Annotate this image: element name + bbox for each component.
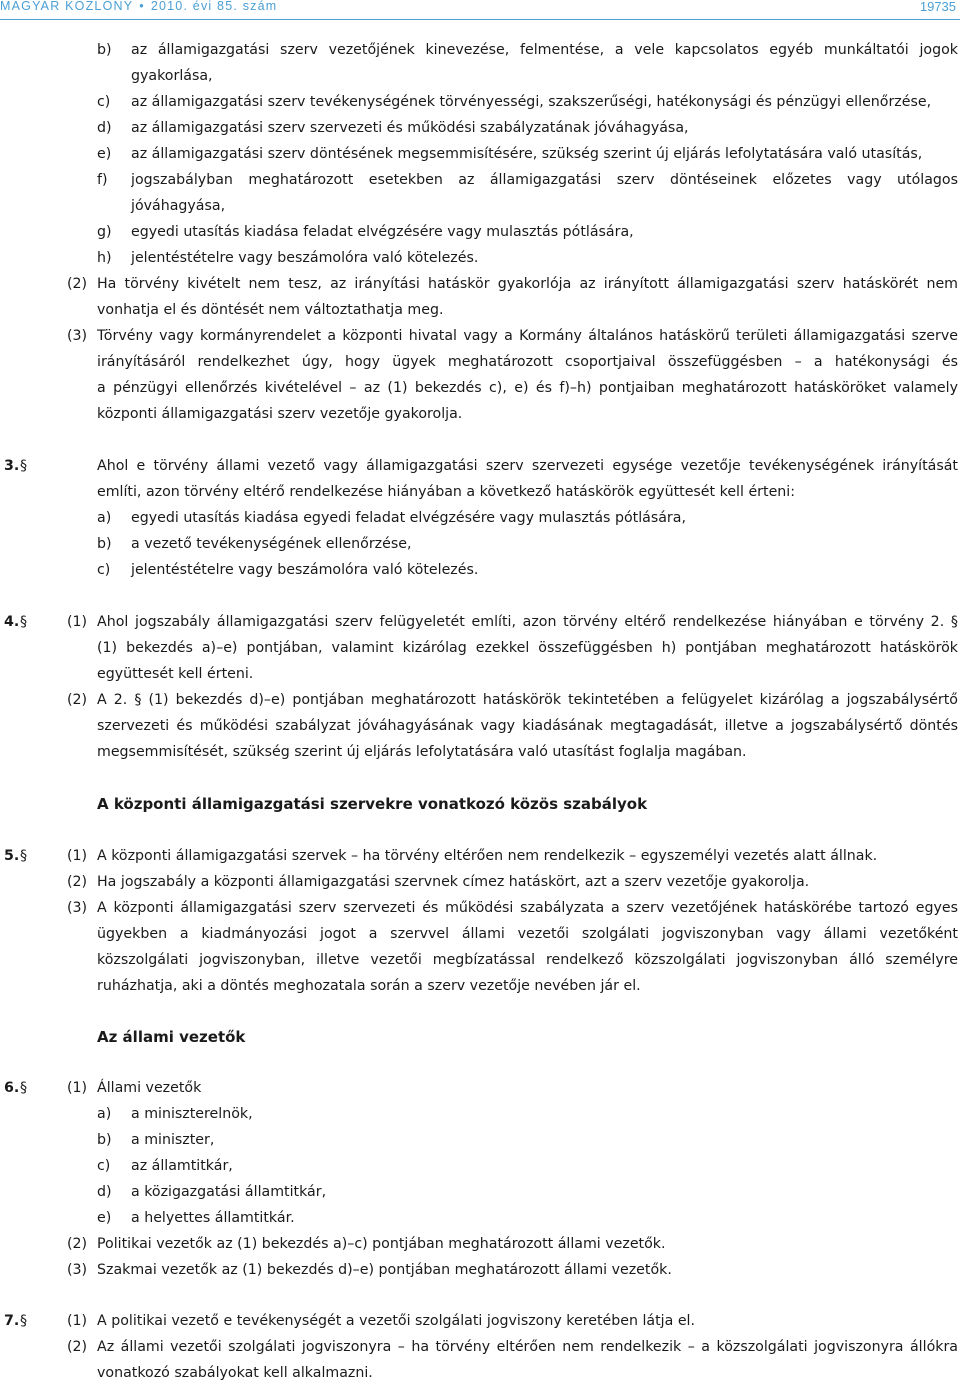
list-item-text: az államigazgatási szerv tevékenységének törvényességi, szakszerűségi, hatékonysági és pénzügyi ellenőrzése, <box>131 94 932 110</box>
list-item-text: jelentéstételre vagy beszámolóra való kötelezés. <box>131 250 479 266</box>
section-heading: A központi államigazgatási szervekre vonatkozó közös szabályok <box>97 795 648 813</box>
list-item-text: jelentéstételre vagy beszámolóra való kötelezés. <box>131 562 479 578</box>
paragraph-number: (1) <box>67 1313 88 1329</box>
paragraph-number: (2) <box>67 1236 88 1252</box>
list-item-label: g) <box>97 224 112 240</box>
list-item-label: d) <box>97 120 112 136</box>
paragraph-text: irányításáról rendelkezhet úgy, hogy ügyek meghatározott csoportjaival összefüggésben – a hatékonysági és <box>97 354 958 370</box>
section-sign: § <box>20 1080 28 1096</box>
paragraph-text: (1) bekezdés a)–e) pontjában, valamint kizárólag ezekkel összefüggésben h) pontjában meghatározott hatáskörök <box>97 640 958 656</box>
list-item-text: a közigazgatási államtitkár, <box>131 1184 327 1200</box>
bullet-separator: • <box>139 0 145 13</box>
list-item-text: a helyettes államtitkár. <box>131 1210 295 1226</box>
issue-number: 2010. évi 85. szám <box>150 0 278 13</box>
section-number: 4. <box>4 614 20 630</box>
paragraph-number: (3) <box>67 328 88 344</box>
list-item-text: jóváhagyása, <box>131 198 226 214</box>
list-item-label: c) <box>97 1158 111 1174</box>
page-number: 19735 <box>919 0 956 14</box>
list-item-label: c) <box>97 94 111 110</box>
list-item-text: a miniszter, <box>131 1132 215 1148</box>
paragraph-text: vonatkozó szabályokat kell alkalmazni. <box>97 1365 373 1381</box>
list-item-label: f) <box>97 172 108 188</box>
paragraph-number: (2) <box>67 1339 88 1355</box>
list-item-text: a miniszterelnök, <box>131 1106 253 1122</box>
paragraph-text: Ahol jogszabály államigazgatási szerv felügyeletét említi, azon törvény eltérő rendelkezése hiányában e törvény 2. § <box>97 614 958 630</box>
paragraph-text: Törvény vagy kormányrendelet a központi hivatal vagy a Kormány általános hatáskörű területi államigazgatási szerve <box>97 328 958 344</box>
list-item-text: az államigazgatási szerv döntésének megsemmisítésére, szükség szerint új eljárás lefolytatására való utasítás, <box>131 146 923 162</box>
paragraph-number: (2) <box>67 692 88 708</box>
list-item-text: az államtitkár, <box>131 1158 233 1174</box>
paragraph-text: Ha jogszabály a központi államigazgatási szervnek címez hatáskört, azt a szerv vezetője gyakorolja. <box>97 874 810 890</box>
paragraph-text: Politikai vezetők az (1) bekezdés a)–c) pontjában meghatározott állami vezetők. <box>97 1236 666 1252</box>
section-number: 7. <box>4 1313 20 1329</box>
list-item-text: egyedi utasítás kiadása feladat elvégzésére vagy mulasztás pótlására, <box>131 224 634 240</box>
paragraph-number: (1) <box>67 1080 88 1096</box>
header-rule <box>0 19 960 20</box>
paragraph-text: a pénzügyi ellenőrzés kivételével – az (1) bekezdés c), e) és f)–h) pontjaiban meghatározott hatásköröket valamely <box>97 380 958 396</box>
list-item-label: e) <box>97 146 112 162</box>
paragraph-text: Az állami vezetői szolgálati jogviszonyra – ha törvény eltérően nem rendelkezik – a közszolgálati jogviszonyra állókra <box>97 1339 958 1355</box>
paragraph-number: (2) <box>67 874 88 890</box>
paragraph-number: (3) <box>67 1262 88 1278</box>
section-number: 5. <box>4 848 20 864</box>
list-item-label: a) <box>97 510 112 526</box>
paragraph-text: ügyekben a kiadmányozási jogot a szervvel állami vezetői szolgálati jogviszonyban vagy állami vezetőként <box>97 926 958 942</box>
paragraph-text: A központi államigazgatási szervek – ha törvény eltérően nem rendelkezik – egyszemélyi vezetés alatt állnak. <box>97 848 878 864</box>
section-sign: § <box>20 848 28 864</box>
list-item-text: az államigazgatási szerv szervezeti és működési szabályzatának jóváhagyása, <box>131 120 689 136</box>
paragraph-text: Szakmai vezetők az (1) bekezdés d)–e) pontjában meghatározott állami vezetők. <box>97 1262 672 1278</box>
section-sign: § <box>20 1313 28 1329</box>
list-item-label: a) <box>97 1106 112 1122</box>
paragraph-text: együttesét kell érteni. <box>97 666 254 682</box>
publication-title: MAGYAR KÖZLÖNY <box>0 0 134 13</box>
paragraph-text: Ha törvény kivételt nem tesz, az irányítási hatáskör gyakorlója az irányított államigazgatási szerv hatáskörét nem <box>97 276 958 292</box>
list-item-label: c) <box>97 562 111 578</box>
paragraph-text: említi, azon törvény eltérő rendelkezése hiányában a következő hatáskörök együttesét kell érteni: <box>97 484 796 500</box>
section-number: 6. <box>4 1080 20 1096</box>
list-item-text: gyakorlása, <box>131 68 213 84</box>
paragraph-text: szervezeti és működési szabályzat jóváhagyásának vagy kiadásának megtagadását, illetve a jogszabálysértő döntés <box>97 718 958 734</box>
paragraph-text: központi államigazgatási szerv vezetője gyakorolja. <box>97 406 463 422</box>
paragraph-text: A politikai vezető e tevékenységét a vezetői szolgálati jogviszony keretében látja el. <box>97 1313 695 1329</box>
paragraph-number: (1) <box>67 614 88 630</box>
paragraph-text: megsemmisítését, szükség szerint új eljárás lefolytatására való utasítást foglalja magában. <box>97 744 747 760</box>
list-item-label: b) <box>97 42 112 58</box>
paragraph-number: (1) <box>67 848 88 864</box>
paragraph-number: (3) <box>67 900 88 916</box>
list-item-label: e) <box>97 1210 112 1226</box>
paragraph-text: vonhatja el és döntését nem változtathatja meg. <box>97 302 444 318</box>
list-item-text: a vezető tevékenységének ellenőrzése, <box>131 536 412 552</box>
section-sign: § <box>20 614 28 630</box>
list-item-label: h) <box>97 250 112 266</box>
running-header <box>0 0 277 13</box>
list-item-label: d) <box>97 1184 112 1200</box>
list-item-text: az államigazgatási szerv vezetőjének kinevezése, felmentése, a vele kapcsolatos egyéb munkáltatói jogok <box>131 42 958 58</box>
list-item-label: b) <box>97 1132 112 1148</box>
section-sign: § <box>20 458 28 474</box>
list-item-text: egyedi utasítás kiadása egyedi feladat elvégzésére vagy mulasztás pótlására, <box>131 510 686 526</box>
paragraph-text: A központi államigazgatási szerv szervezeti és működési szabályzata a szerv vezetőjének hatáskörébe tartozó egyes <box>97 900 958 916</box>
paragraph-text: közszolgálati jogviszonyban, illetve vezetői megbízatással rendelkező közszolgálati jogviszonyban álló személyre <box>97 952 958 968</box>
list-item-label: b) <box>97 536 112 552</box>
section-number: 3. <box>4 458 20 474</box>
paragraph-text: A 2. § (1) bekezdés d)–e) pontjában meghatározott hatáskörök tekintetében a felügyelet kizárólag a jogszabálysértő <box>97 692 958 708</box>
list-item-text: jogszabályban meghatározott esetekben az államigazgatási szerv döntéseinek előzetes vagy utólagos <box>131 172 958 188</box>
paragraph-text: Állami vezetők <box>97 1080 202 1096</box>
paragraph-text: Ahol e törvény állami vezető vagy államigazgatási szerv szervezeti egysége vezetője tevékenységének irányítását <box>97 458 958 474</box>
paragraph-text: ruházhatja, aki a döntés meghozatala során a szerv vezetője nevében jár el. <box>97 978 641 994</box>
section-heading: Az állami vezetők <box>97 1028 246 1046</box>
paragraph-number: (2) <box>67 276 88 292</box>
